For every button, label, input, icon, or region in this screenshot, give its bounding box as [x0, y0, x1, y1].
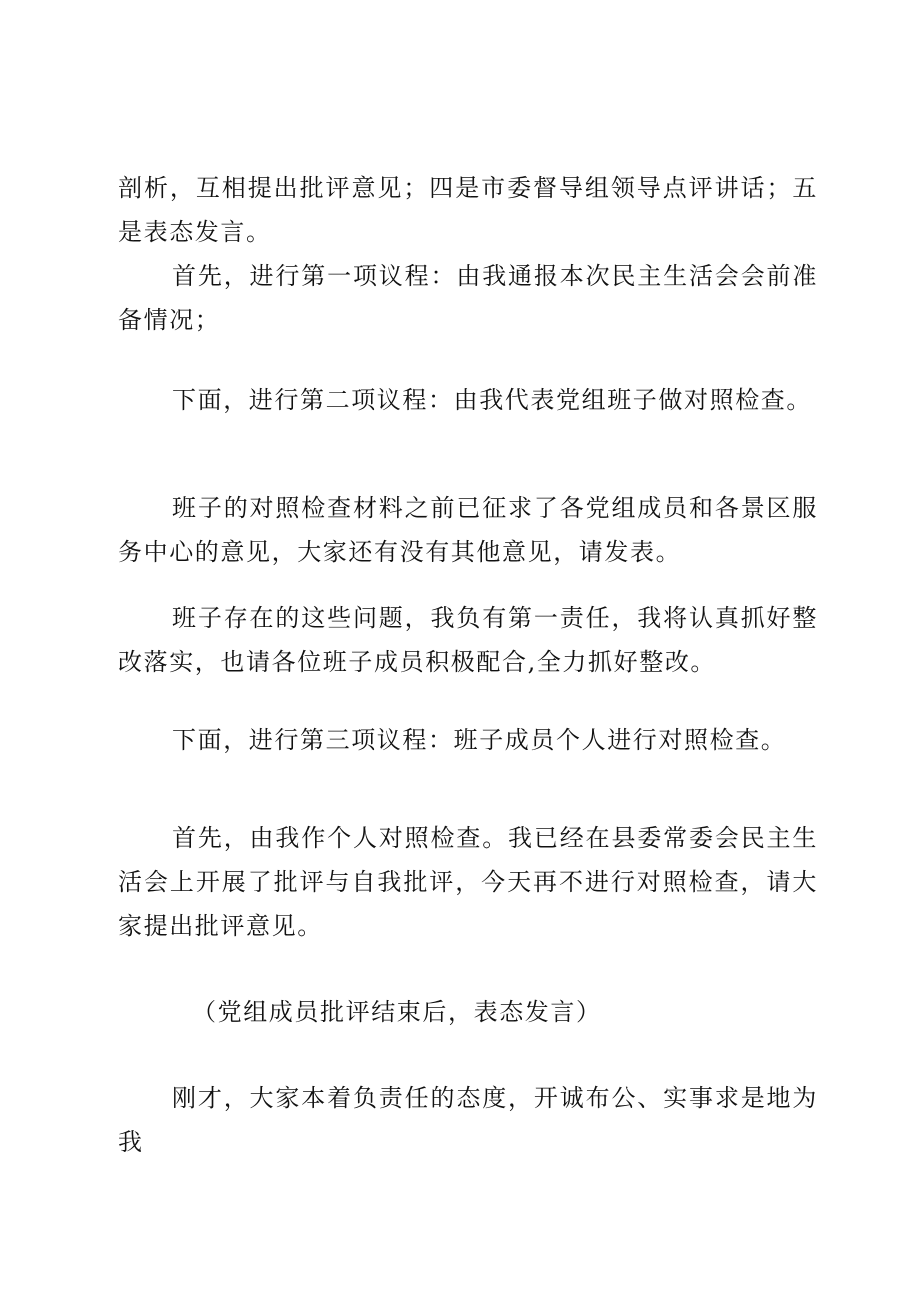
paragraph-9: 刚才，大家本着负责任的态度，开诚布公、实事求是地为我	[118, 1084, 818, 1156]
paragraph-4: 班子的对照检查材料之前已征求了各党组成员和各景区服务中心的意见，大家还有没有其他意见，请发表。	[118, 494, 818, 566]
paragraph-1: 剖析，互相提出批评意见；四是市委督导组领导点评讲话；五是表态发言。	[118, 174, 818, 246]
paragraph-6: 下面，进行第三项议程：班子成员个人进行对照检查。	[172, 726, 787, 754]
paragraph-2: 首先，进行第一项议程：由我通报本次民主生活会会前准备情况；	[118, 262, 818, 334]
paragraph-3: 下面，进行第二项议程：由我代表党组班子做对照检查。	[172, 386, 812, 414]
paragraph-5: 班子存在的这些问题，我负有第一责任，我将认真抓好整改落实，也请各位班子成员积极配合,全力抓好整改。	[118, 604, 818, 676]
paragraph-7: 首先，由我作个人对照检查。我已经在县委常委会民主生活会上开展了批评与自我批评，今天再不进行对照检查，请大家提出批评意见。	[118, 824, 818, 940]
paragraph-8-note: （党组成员批评结束后，表态发言）	[192, 998, 602, 1026]
